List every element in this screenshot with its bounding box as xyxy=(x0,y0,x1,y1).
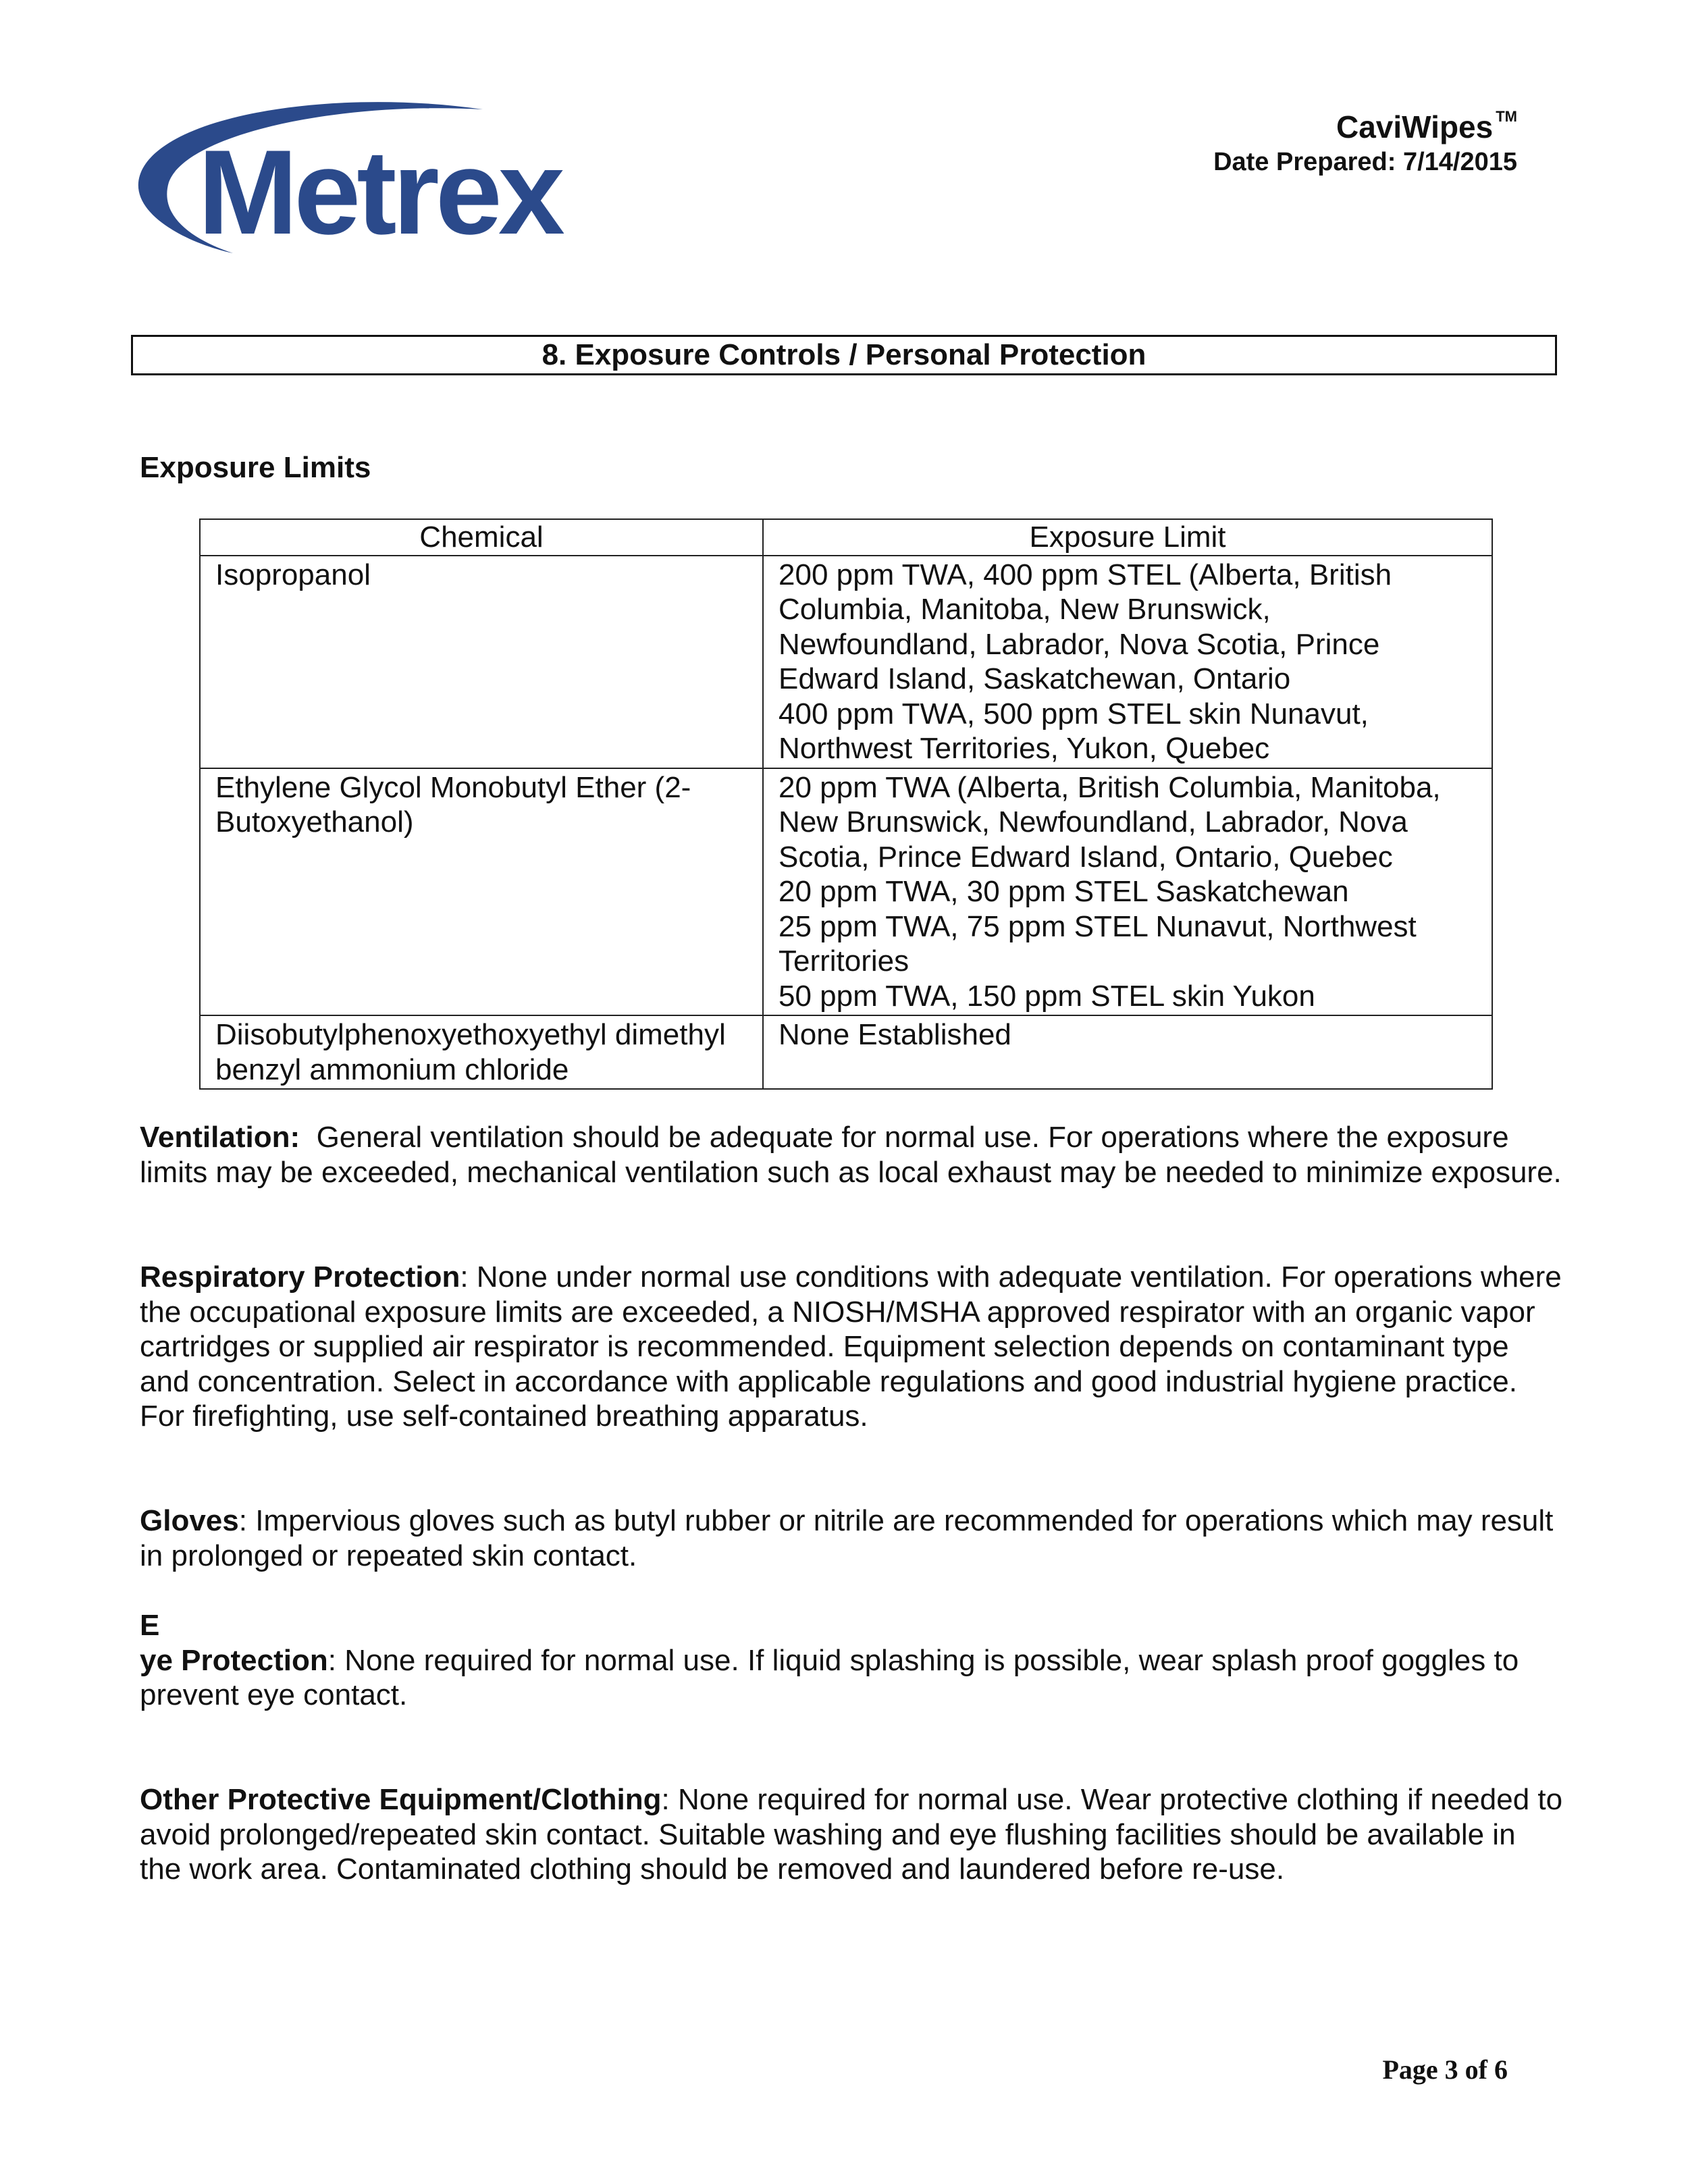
chemical-cell: Isopropanol xyxy=(200,556,763,768)
trademark-mark: TM xyxy=(1496,108,1517,125)
exposure-limit-cell xyxy=(763,768,1492,1016)
document-header-info xyxy=(1213,98,1517,178)
eye-label-first-letter: E xyxy=(140,1609,160,1642)
table-header-row xyxy=(200,519,1492,556)
eye-label: ye Protection xyxy=(140,1643,328,1677)
other-equipment-text: : None required for normal use. Wear protective clothing if needed to avoid prolonged/repeated skin contact. Suitable washing and eye flushing facilities should be available in the work area. Contaminated clothing should be removed and laundered before re-use. xyxy=(140,1783,1563,1886)
other-equipment-label: Other Protective Equipment/Clothing xyxy=(140,1783,662,1816)
column-header-exposure-limit: Exposure Limit xyxy=(763,519,1492,556)
metrex-logo xyxy=(132,95,564,257)
ventilation-text: General ventilation should be adequate for normal use. For operations where the exposure limits may be exceeded, mechanical ventilation such as local exhaust may be needed to minimize exposure. xyxy=(140,1121,1562,1189)
respiratory-label: Respiratory Protection xyxy=(140,1260,460,1294)
chemical-cell: Ethylene Glycol Monobutyl Ether (2-Butoxyethanol) xyxy=(200,768,763,1016)
eye-text: : None required for normal use. If liquid splashing is possible, wear splash proof goggles to prevent eye contact. xyxy=(140,1643,1519,1711)
logo-wordmark: Metrex xyxy=(198,125,561,257)
gloves-paragraph xyxy=(140,1503,1564,1573)
table-row xyxy=(200,556,1492,768)
exposure-limits-table xyxy=(199,518,1493,1090)
other-equipment-paragraph xyxy=(140,1782,1564,1887)
date-prepared: Date Prepared: 7/14/2015 xyxy=(1213,148,1517,176)
section-title: 8. Exposure Controls / Personal Protection xyxy=(131,335,1557,375)
product-name-line xyxy=(1213,98,1517,146)
eye-protection-paragraph xyxy=(140,1608,1564,1713)
exposure-limits-heading: Exposure Limits xyxy=(140,451,371,484)
ventilation-label: Ventilation: xyxy=(140,1121,300,1154)
product-name: CaviWipes xyxy=(1336,109,1494,144)
limit-line: 50 ppm TWA, 150 ppm STEL skin Yukon xyxy=(779,979,1315,1013)
respiratory-text: : None under normal use conditions with adequate ventilation. For operations where the occupational exposure limits are exceeded, a NIOSH/MSHA approved respirator with an organic vapor cartridges or supplied air respirator is recommended. Equipment selection depends on contaminant type and concentration. Select in accordance with applicable regulations and good industrial hygiene practice. For firefighting, use self-contained breathing apparatus. xyxy=(140,1260,1562,1433)
gloves-label: Gloves xyxy=(140,1504,239,1537)
exposure-limit-cell: None Established xyxy=(763,1015,1492,1089)
table-row xyxy=(200,1015,1492,1089)
gloves-text: : Impervious gloves such as butyl rubber or nitrile are recommended for operations which may result in prolonged or repeated skin contact. xyxy=(140,1504,1554,1572)
page-number: Page 3 of 6 xyxy=(1382,2054,1508,2085)
limit-line: 20 ppm TWA (Alberta, British Columbia, Manitoba, New Brunswick, Newfoundland, Labrador, Nova Scotia, Prince Edward Island, Ontario, Quebec xyxy=(779,770,1441,874)
exposure-limit-cell xyxy=(763,556,1492,768)
ventilation-paragraph xyxy=(140,1120,1564,1190)
chemical-cell: Diisobutylphenoxyethoxyethyl dimethyl benzyl ammonium chloride xyxy=(200,1015,763,1089)
limit-line: 20 ppm TWA, 30 ppm STEL Saskatchewan xyxy=(779,875,1349,908)
limit-line: 400 ppm TWA, 500 ppm STEL skin Nunavut, Northwest Territories, Yukon, Quebec xyxy=(779,697,1369,765)
limit-line: 25 ppm TWA, 75 ppm STEL Nunavut, Northwest Territories xyxy=(779,909,1417,978)
respiratory-paragraph xyxy=(140,1260,1564,1434)
table-row xyxy=(200,768,1492,1016)
limit-line: 200 ppm TWA, 400 ppm STEL (Alberta, British Columbia, Manitoba, New Brunswick, Newfoundland, Labrador, Nova Scotia, Prince Edward Island, Saskatchewan, Ontario xyxy=(779,558,1392,695)
column-header-chemical: Chemical xyxy=(200,519,763,556)
